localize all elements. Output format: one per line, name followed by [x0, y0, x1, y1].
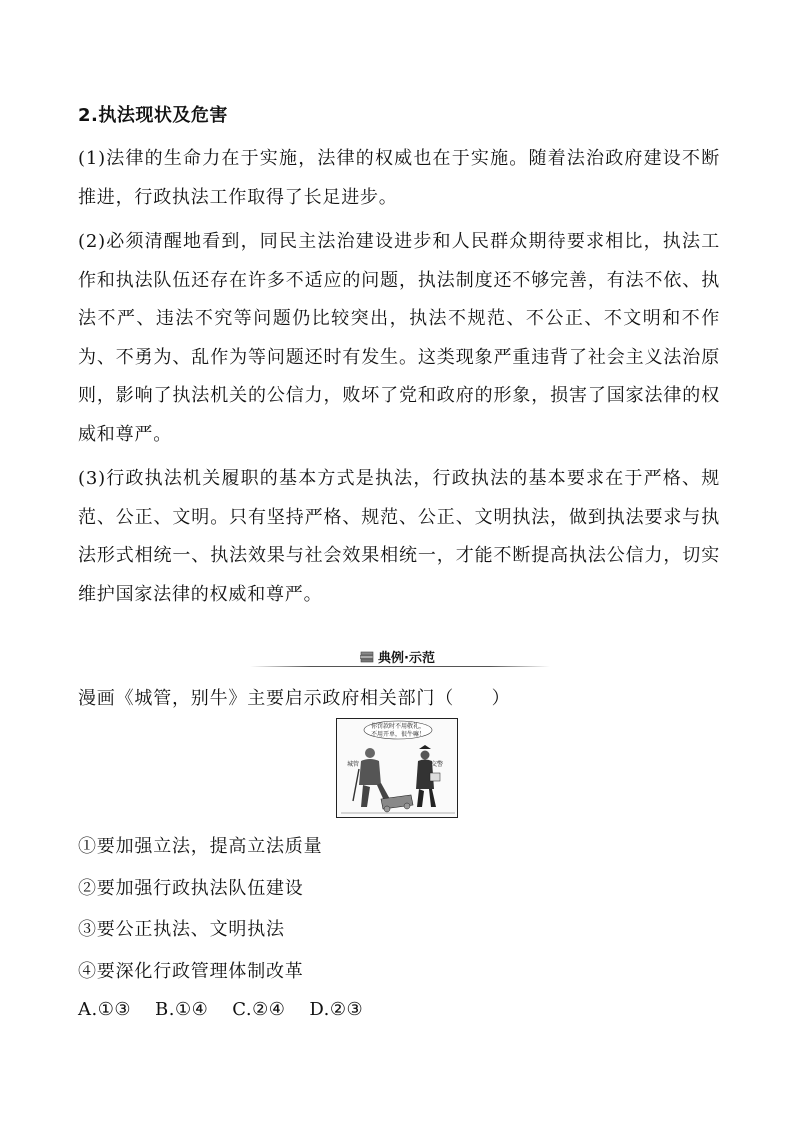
- question-stem: 漫画《城管，别牛》主要启示政府相关部门（ ）: [78, 688, 511, 709]
- answer-choice-d[interactable]: D.②③: [309, 999, 364, 1020]
- example-divider: [250, 647, 550, 669]
- option-item-3: ③要公正执法、文明执法: [78, 919, 285, 940]
- paragraph-3: (3)行政执法机关履职的基本方式是执法，行政执法的基本要求在于严格、规范、公正、文明。只有坚持严格、规范、公正、文明执法，做到执法要求与执法形式相统一、执法效果与社会效果相统一，才能不断提高执法公信力，切实维护国家法律的权威和尊严。: [78, 468, 720, 605]
- section-heading: 2.执法现状及危害: [78, 105, 228, 126]
- answer-choice-b[interactable]: B.①④: [155, 999, 209, 1020]
- cartoon-left-tag: 城管: [347, 761, 360, 768]
- answer-choice-a[interactable]: A.①③: [78, 999, 131, 1020]
- book-stack-icon: [360, 651, 374, 663]
- divider-line: [250, 666, 550, 667]
- paragraph-2: (2)必须清醒地看到，同民主法治建设进步和人民群众期待要求相比，执法工作和执法队伍还存在许多不适应的问题，执法制度还不够完善，有法不依、执法不严、违法不究等问题仍比较突出，执法不规范、不公正、不文明和不作为、不勇为、乱作为等问题还时有发生。这类现象严重违背了社会主义法治原则，影响了执法机关的公信力，败坏了党和政府的形象，损害了国家法律的权威和尊严。: [78, 231, 720, 445]
- cartoon-caption: [367, 723, 429, 739]
- answer-choices: [78, 999, 363, 1020]
- answer-choice-c[interactable]: C.②④: [232, 999, 286, 1020]
- option-item-2: ②要加强行政执法队伍建设: [78, 878, 304, 899]
- cartoon-caption-line-1: 你罚款时不用敬礼，: [370, 723, 425, 730]
- option-item-4: ④要深化行政管理体制改革: [78, 961, 304, 982]
- paragraph-1: (1)法律的生命力在于实施，法律的权威也在于实施。随着法治政府建设不断推进，行政执法工作取得了长足进步。: [78, 148, 720, 208]
- example-header: [356, 647, 439, 666]
- cartoon-image: [336, 718, 458, 818]
- cartoon-right-tag: 交警: [431, 761, 444, 768]
- option-item-1: ①要加强立法，提高立法质量: [78, 836, 323, 857]
- cartoon-caption-line-2: 不用开单，很牛嘛！: [370, 731, 425, 738]
- example-label: 典例·示范: [378, 651, 435, 666]
